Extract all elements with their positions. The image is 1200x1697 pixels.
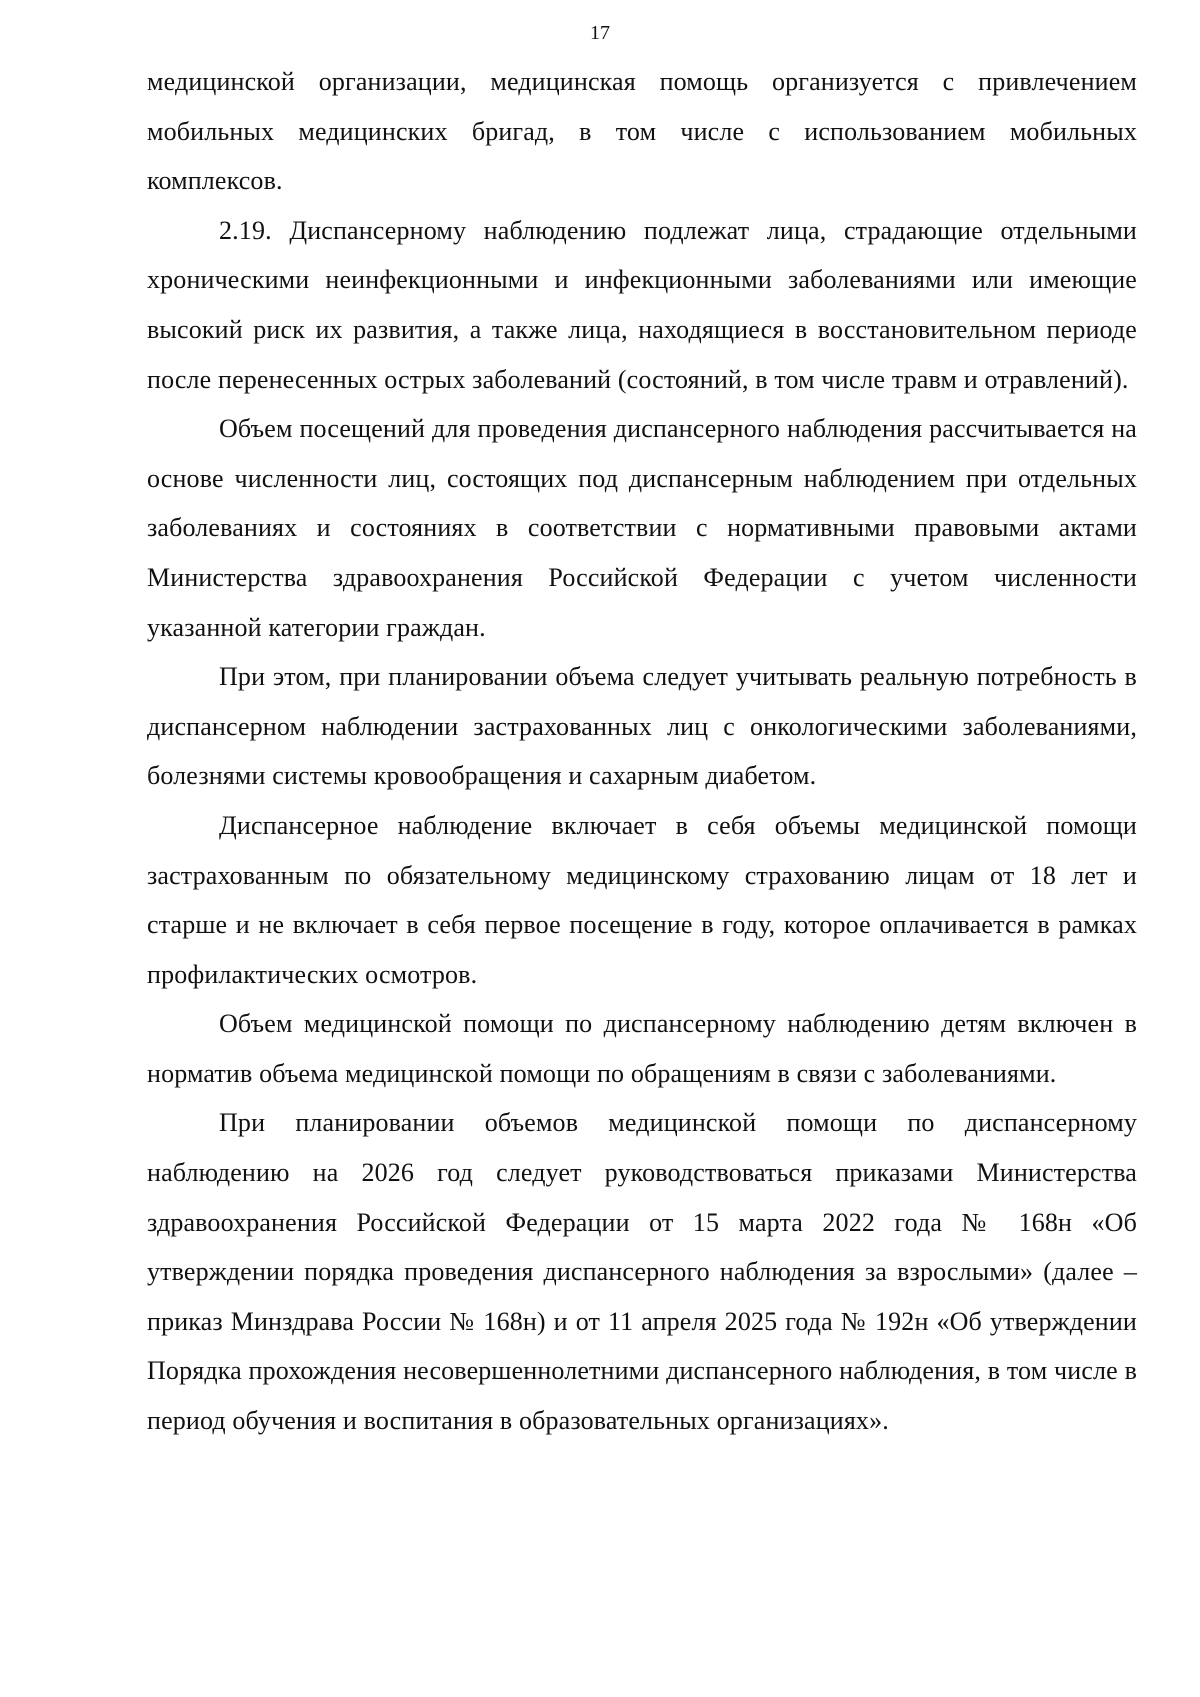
paragraph-dispensary-observation: 2.19. Диспансерному наблюдению подлежат лица, страдающие отдельными хроническими неинфекционными и инфекционными заболеваниями или имеющие высокий риск их развития, а также лица, находящиеся в восстановительном периоде после перенесенных острых заболеваний (состояний, в том числе травм и отравлений). [147,215,1137,394]
paragraph-children-volume: Объем медицинской помощи по диспансерному наблюдению детям включен в норматив объема медицинской помощи по обращениям в связи с заболеваниями. [147,1009,1137,1088]
paragraph-planning-needs: При этом, при планировании объема следует учитывать реальную потребность в диспансерном наблюдении застрахованных лиц с онкологическими заболеваниями, болезнями системы кровообращения и сахарным диабетом. [147,662,1137,791]
paragraph-adult-scope: Диспансерное наблюдение включает в себя объемы медицинской помощи застрахованным по обязательному медицинскому страхованию лицам от 18 лет и старше и не включает в себя первое посещение в году, которое оплачивается в рамках профилактических осмотров. [147,810,1137,989]
paragraph-visit-volume: Объем посещений для проведения диспансерного наблюдения рассчитывается на основе численности лиц, состоящих под диспансерным наблюдением при отдельных заболеваниях и состояниях в соответствии с нормативными правовыми актами Министерства здравоохранения Российской Федерации с учетом численности указанной категории граждан. [147,414,1137,642]
document-body [147,57,1137,1446]
paragraph-continuation: медицинской организации, медицинская помощь организуется с привлечением мобильных медицинских бригад, в том числе с использованием мобильных комплексов. [147,67,1137,196]
paragraph-orders-2026: При планировании объемов медицинской помощи по диспансерному наблюдению на 2026 год следует руководствоваться приказами Министерства здравоохранения Российской Федерации от 15 марта 2022 года № 168н «Об утверждении порядка проведения диспансерного наблюдения за взрослыми» (далее – приказ Минздрава России № 168н) и от 11 апреля 2025 года № 192н «Об утверждении Порядка прохождения несовершеннолетними диспансерного наблюдения, в том числе в период обучения и воспитания в образовательных организациях». [147,1108,1137,1436]
page-number: 17 [590,22,610,44]
